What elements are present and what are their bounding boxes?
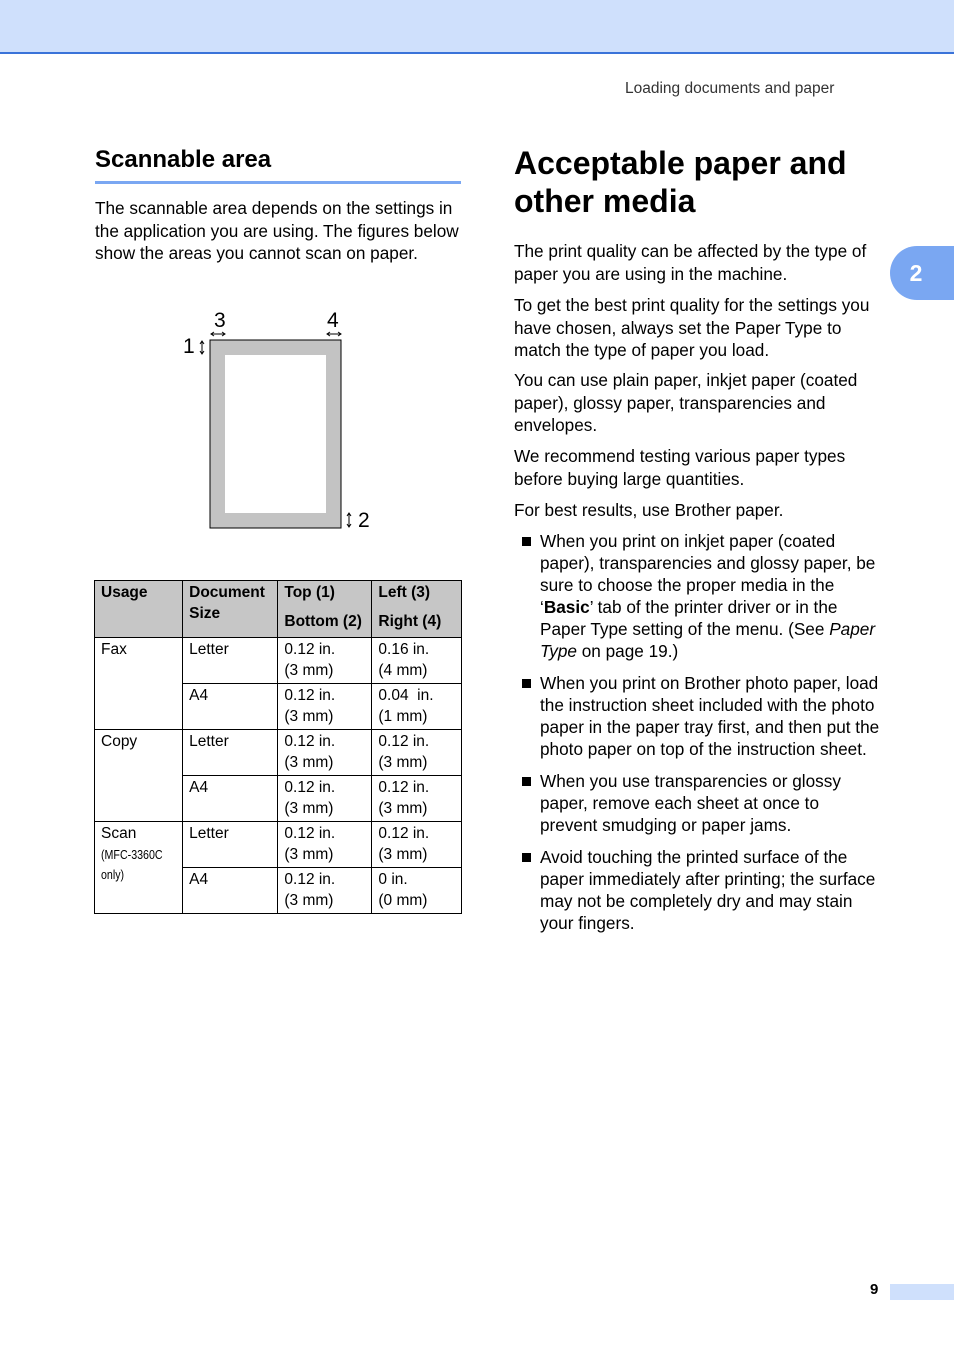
bullet-bold-term: Basic <box>543 597 590 617</box>
table-row <box>95 638 462 684</box>
cell-value-mm: (3 mm) <box>284 707 334 725</box>
cell-value-in: 0.12 in. <box>378 779 430 796</box>
table-row <box>95 822 462 868</box>
heading-line: other media <box>514 183 696 219</box>
figure-label-2: 2 <box>358 509 370 532</box>
cell-usage-note: only) <box>101 867 125 882</box>
table-header-row <box>95 581 462 638</box>
header-right: Right (4) <box>378 612 442 630</box>
heading-line: Acceptable paper and <box>514 145 847 181</box>
bullet-text: When you use transparencies or glossy paper, remove each sheet at once to prevent smudging or paper jams. <box>540 771 841 835</box>
section-heading-acceptable-paper <box>514 144 847 220</box>
paragraph-testing: We recommend testing various paper types before buying large quantities. <box>514 446 846 489</box>
scan-margin-diagram <box>170 300 410 540</box>
cell-top-bottom <box>278 822 372 868</box>
cell-top-bottom <box>278 776 372 822</box>
cell-value-mm: (3 mm) <box>378 753 428 771</box>
bullet-square-icon <box>522 777 531 786</box>
cell-value-mm: (3 mm) <box>378 845 428 863</box>
scannable-intro: The scannable area depends on the settings in the application you are using. The figures below show the areas you cannot scan on paper. <box>95 198 459 263</box>
header-bottom: Bottom (2) <box>284 612 362 630</box>
header-left-right <box>372 581 462 638</box>
scannable-area-figure <box>170 300 410 540</box>
cell-value-mm: (3 mm) <box>378 799 428 817</box>
cell-left-right <box>372 822 462 868</box>
paragraph-paper-types: You can use plain paper, inkjet paper (coated paper), glossy paper, transparencies and envelopes. <box>514 370 858 435</box>
media-tips-list <box>520 530 880 944</box>
paragraph-print-quality: The print quality can be affected by the type of paper you are using in the machine. <box>514 241 867 284</box>
figure-label-3: 3 <box>214 309 226 332</box>
cell-value-in: 0.12 in. <box>284 733 336 750</box>
cell-value-in: 0 in. <box>378 871 408 888</box>
header-band <box>0 0 954 54</box>
bullet-text: Avoid touching the printed surface of the paper immediately after printing; the surface may not be completely dry and may stain your fingers. <box>540 847 876 933</box>
cell-value-in: 0.12 in. <box>378 825 430 842</box>
cell-top-bottom <box>278 638 372 684</box>
header-document-size: Document Size <box>183 581 278 638</box>
cell-left-right <box>372 730 462 776</box>
cell-top-bottom <box>278 684 372 730</box>
cell-value-in: 0.12 in. <box>284 871 336 888</box>
header-top: Top (1) <box>284 584 335 601</box>
bullet-square-icon <box>522 853 531 862</box>
list-item <box>520 770 880 836</box>
cell-left-right <box>372 684 462 730</box>
bullet-square-icon <box>522 537 531 546</box>
chapter-tab[interactable]: 2 <box>890 246 954 300</box>
cell-left-right <box>372 868 462 914</box>
cell-value-mm: (3 mm) <box>284 845 334 863</box>
table-row <box>95 730 462 776</box>
cell-value-mm: (3 mm) <box>284 799 334 817</box>
list-item <box>520 846 880 934</box>
cell-value-mm: (3 mm) <box>284 661 334 679</box>
cell-size: Letter <box>183 730 278 776</box>
list-item <box>520 672 880 760</box>
cell-value-in: 0.04 in. <box>378 687 434 704</box>
header-top-bottom <box>278 581 372 638</box>
cell-size: Letter <box>183 638 278 684</box>
cell-value-in: 0.16 in. <box>378 641 430 658</box>
cell-size: Letter <box>183 822 278 868</box>
figure-label-4: 4 <box>327 309 339 332</box>
header-left: Left (3) <box>378 584 431 601</box>
cell-left-right <box>372 638 462 684</box>
scannable-region <box>225 355 326 513</box>
cell-value-in: 0.12 in. <box>284 779 336 796</box>
cell-value-in: 0.12 in. <box>284 641 336 658</box>
bullet-text: When you print on inkjet paper (coated paper), transparencies and glossy paper, be sure to choose the proper media in the ‘ <box>540 531 876 617</box>
cell-value-mm: (3 mm) <box>284 753 334 771</box>
bullet-text: When you print on Brother photo paper, load the instruction sheet included with the photo paper in the paper tray first, and then put the photo paper on top of the instruction sheet. <box>540 673 880 759</box>
cell-usage-label: Scan <box>101 825 137 842</box>
paragraph-brother-paper: For best results, use Brother paper. <box>514 500 784 520</box>
cross-reference-link[interactable]: Paper Type <box>540 619 876 661</box>
heading-rule <box>95 181 461 184</box>
list-item <box>520 530 880 662</box>
bullet-text: ’ tab of the printer driver or in the Paper Type setting of the menu. (See <box>540 597 838 639</box>
cell-size: A4 <box>183 868 278 914</box>
cell-value-mm: (3 mm) <box>284 891 334 909</box>
cell-usage <box>95 822 183 914</box>
section-heading-scannable-area: Scannable area <box>95 146 272 173</box>
cell-usage: Fax <box>95 638 183 730</box>
cell-usage: Copy <box>95 730 183 822</box>
cell-value-mm: (0 mm) <box>378 891 428 909</box>
page-number: 9 <box>870 1281 879 1298</box>
bullet-text: on page 19.) <box>576 641 679 661</box>
cell-size: A4 <box>183 776 278 822</box>
cell-value-in: 0.12 in. <box>284 687 336 704</box>
paragraph-best-quality: To get the best print quality for the settings you have chosen, always set the Paper Type to match the type of paper you load. <box>514 295 870 360</box>
cell-value-in: 0.12 in. <box>284 825 336 842</box>
cell-top-bottom <box>278 730 372 776</box>
scan-margin-table <box>94 580 462 914</box>
cell-usage-note: (MFC-3360C <box>101 846 163 862</box>
cell-left-right <box>372 776 462 822</box>
running-title: Loading documents and paper <box>625 80 835 97</box>
footer-band <box>890 1284 954 1300</box>
bullet-square-icon <box>522 679 531 688</box>
cell-value-mm: (1 mm) <box>378 707 428 725</box>
cell-top-bottom <box>278 868 372 914</box>
header-usage: Usage <box>95 581 183 638</box>
cell-value-mm: (4 mm) <box>378 661 428 679</box>
figure-label-1: 1 <box>183 335 195 358</box>
cell-value-in: 0.12 in. <box>378 733 430 750</box>
cell-size: A4 <box>183 684 278 730</box>
